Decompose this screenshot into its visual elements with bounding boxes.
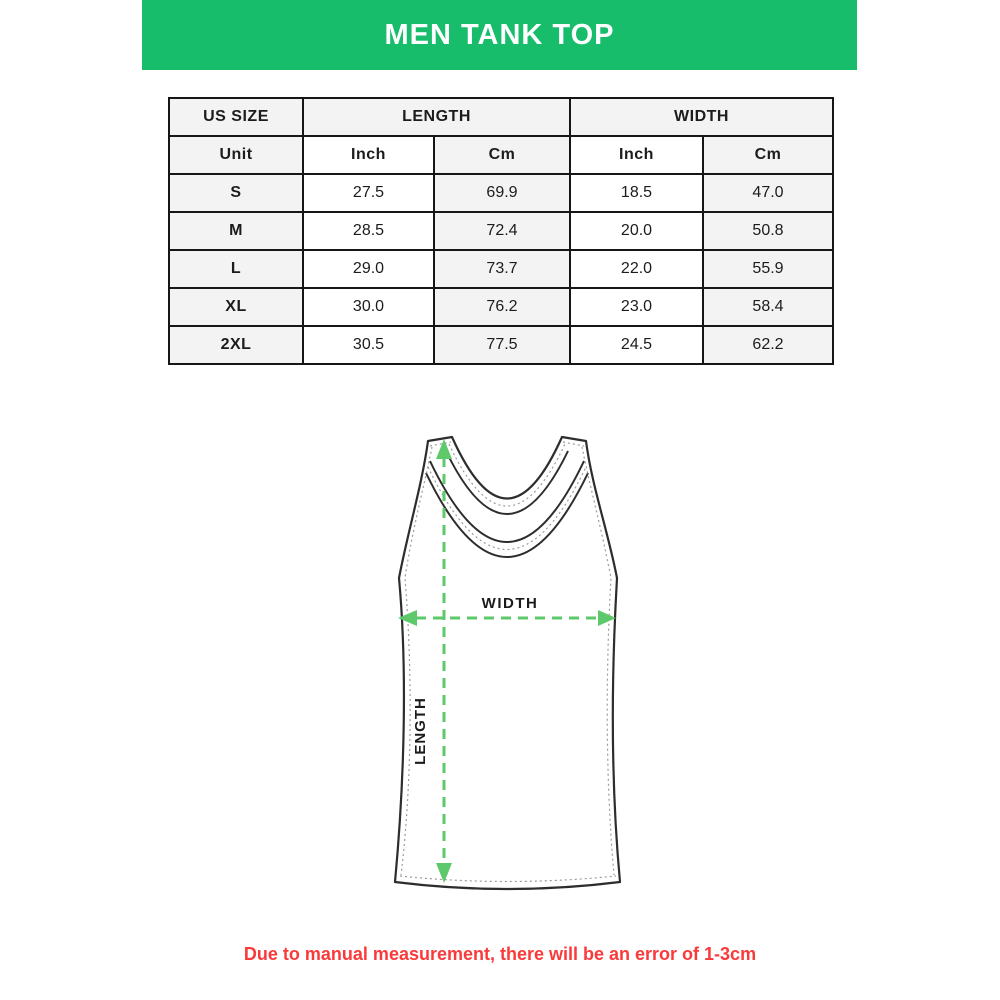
table-row-size-l: [169, 250, 833, 288]
value-cell: 47.0: [703, 174, 833, 212]
us-size-header: US SIZE: [169, 98, 303, 136]
table-row-size-m: [169, 212, 833, 250]
width-inch-header: Inch: [570, 136, 703, 174]
disclaimer-text: Due to manual measurement, there will be an error of 1-3cm: [243, 944, 757, 964]
tank-top-diagram: [380, 425, 640, 905]
value-cell: 28.5: [303, 212, 434, 250]
table-row-size-xl: [169, 288, 833, 326]
length-inch-header: Inch: [303, 136, 434, 174]
size-cell: M: [169, 212, 303, 250]
value-cell: 73.7: [434, 250, 570, 288]
width-label: WIDTH: [481, 595, 539, 612]
unit-header: Unit: [169, 136, 303, 174]
value-cell: 30.5: [303, 326, 434, 364]
value-cell: 62.2: [703, 326, 833, 364]
size-cell: 2XL: [169, 326, 303, 364]
size-cell: XL: [169, 288, 303, 326]
header-banner: [142, 0, 857, 70]
value-cell: 72.4: [434, 212, 570, 250]
value-cell: 69.9: [434, 174, 570, 212]
value-cell: 58.4: [703, 288, 833, 326]
length-header: LENGTH: [303, 98, 570, 136]
length-label: LENGTH: [412, 697, 429, 765]
size-cell: S: [169, 174, 303, 212]
value-cell: 76.2: [434, 288, 570, 326]
value-cell: 24.5: [570, 326, 703, 364]
table-row-group-header: [169, 98, 833, 136]
value-cell: 50.8: [703, 212, 833, 250]
tank-top-outline: [395, 437, 620, 889]
value-cell: 55.9: [703, 250, 833, 288]
table-row-size-s: [169, 174, 833, 212]
table-row-units: [169, 136, 833, 174]
size-cell: L: [169, 250, 303, 288]
value-cell: 77.5: [434, 326, 570, 364]
size-chart-table: [168, 97, 834, 365]
value-cell: 29.0: [303, 250, 434, 288]
value-cell: 30.0: [303, 288, 434, 326]
value-cell: 22.0: [570, 250, 703, 288]
value-cell: 27.5: [303, 174, 434, 212]
width-header: WIDTH: [570, 98, 833, 136]
table-row-size-2xl: [169, 326, 833, 364]
width-cm-header: Cm: [703, 136, 833, 174]
value-cell: 23.0: [570, 288, 703, 326]
value-cell: 18.5: [570, 174, 703, 212]
value-cell: 20.0: [570, 212, 703, 250]
page-title: MEN TANK TOP: [384, 18, 615, 51]
length-cm-header: Cm: [434, 136, 570, 174]
